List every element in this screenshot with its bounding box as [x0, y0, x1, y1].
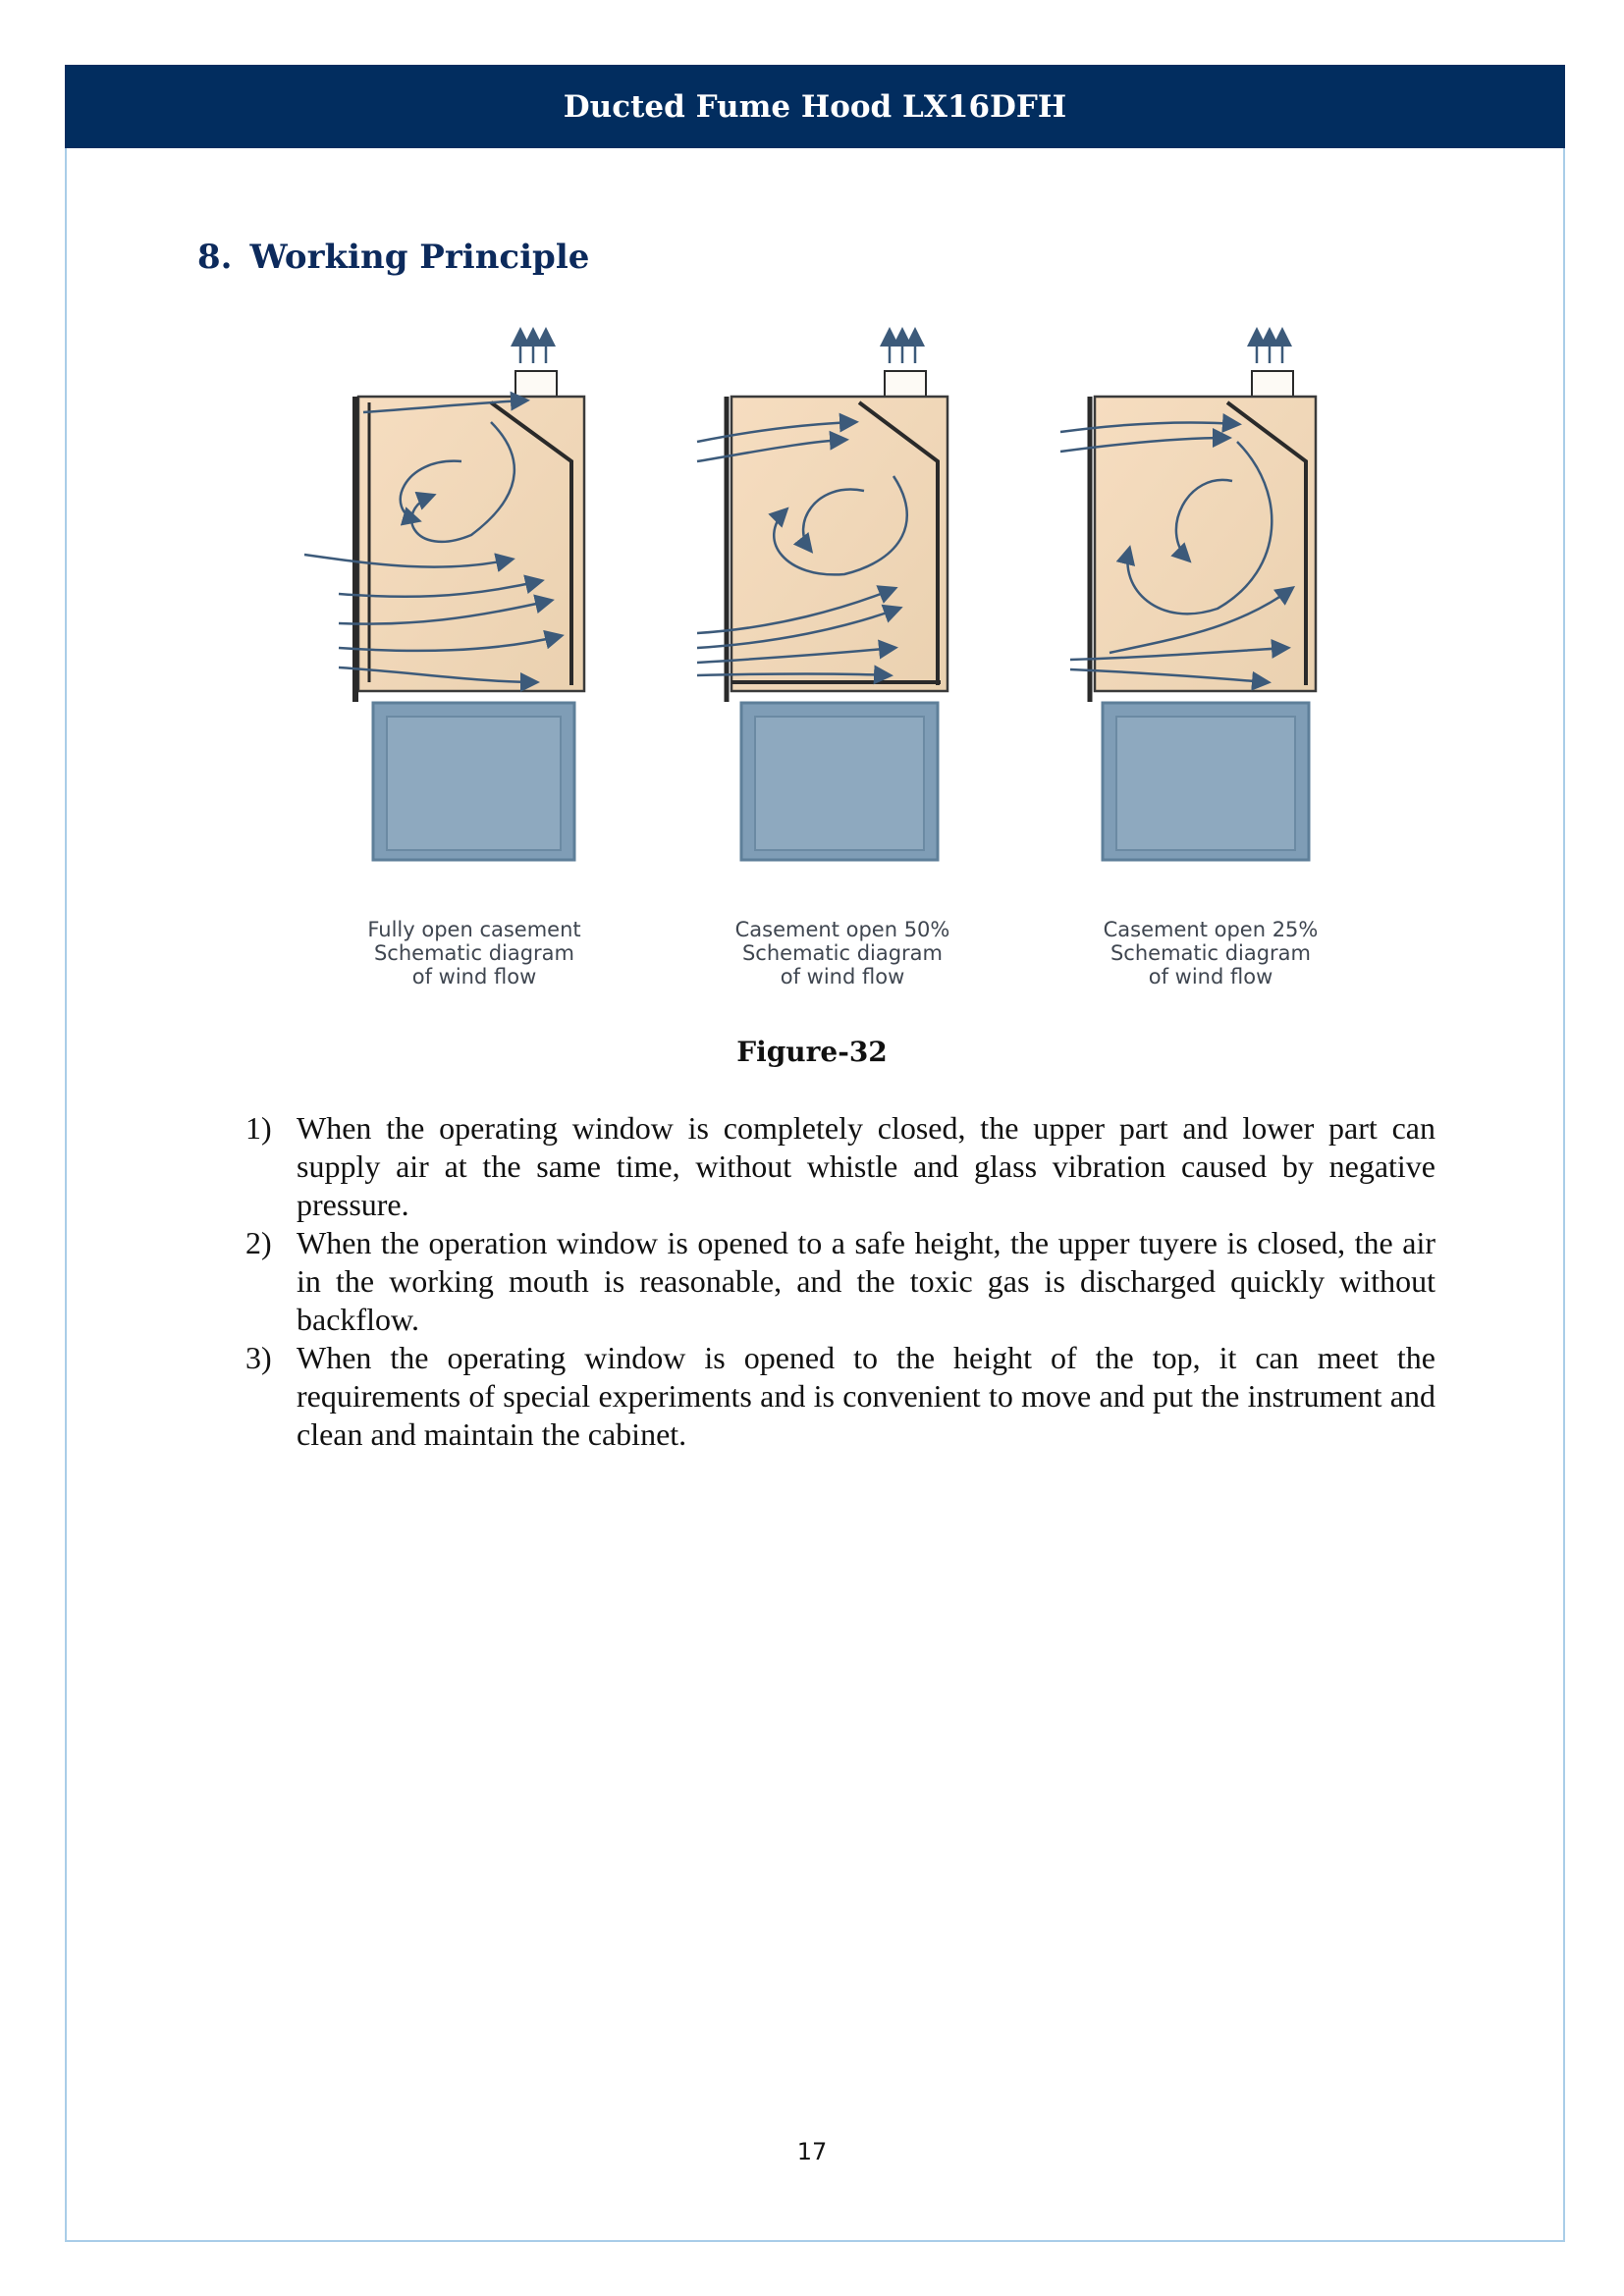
list-marker: 1): [245, 1110, 272, 1146]
list-item: [245, 1224, 1435, 1339]
list-marker: 2): [245, 1225, 272, 1260]
section-title: Working Principle: [249, 238, 590, 277]
diagram-fully-open: [304, 332, 584, 860]
diagram-open-25: [1060, 332, 1316, 860]
figure-label: Figure-32: [736, 1036, 888, 1068]
list-item: [245, 1109, 1435, 1224]
exhaust-arrows-icon: [520, 332, 546, 363]
list-text: When the operating window is opened to the height of the top, it can meet the requirements of special experiments and is convenient to move and put the instrument and clean and maintain the cabinet.: [297, 1340, 1435, 1452]
principle-list: [245, 1109, 1435, 1454]
list-text: When the operating window is completely closed, the upper part and lower part can supply air at the same time, without whistle and glass vibration caused by negative pressure.: [297, 1110, 1435, 1222]
caption-fully-open: [327, 918, 622, 988]
list-marker: 3): [245, 1340, 272, 1375]
caption-line: of wind flow: [780, 965, 905, 988]
section-number: 8.: [197, 238, 233, 277]
caption-line: Schematic diagram: [741, 941, 944, 965]
exhaust-arrows-icon: [1257, 332, 1282, 363]
header-title: Ducted Fume Hood LX16DFH: [563, 88, 1067, 125]
page-number: 17: [796, 2138, 828, 2165]
diagram-open-50: [697, 332, 947, 860]
list-item: [245, 1339, 1435, 1454]
list-text: When the operation window is opened to a safe height, the upper tuyere is closed, the air in the working mouth is reasonable, and the toxic gas is discharged quickly without backflow.: [297, 1225, 1435, 1337]
caption-line: Schematic diagram: [1110, 941, 1312, 965]
caption-line: Fully open casement: [367, 918, 581, 941]
fume-hood-diagrams: [295, 314, 1335, 1001]
caption-line: Casement open 25%: [1103, 918, 1319, 941]
caption-line: of wind flow: [411, 965, 537, 988]
caption-open-50: [695, 918, 990, 988]
wind-flow-figure: [295, 314, 1335, 1001]
caption-line: of wind flow: [1148, 965, 1273, 988]
section-heading: [197, 238, 589, 277]
caption-line: Schematic diagram: [373, 941, 575, 965]
caption-line: Casement open 50%: [734, 918, 950, 941]
document-header: [65, 65, 1565, 148]
caption-open-25: [1063, 918, 1358, 988]
exhaust-arrows-icon: [890, 332, 915, 363]
